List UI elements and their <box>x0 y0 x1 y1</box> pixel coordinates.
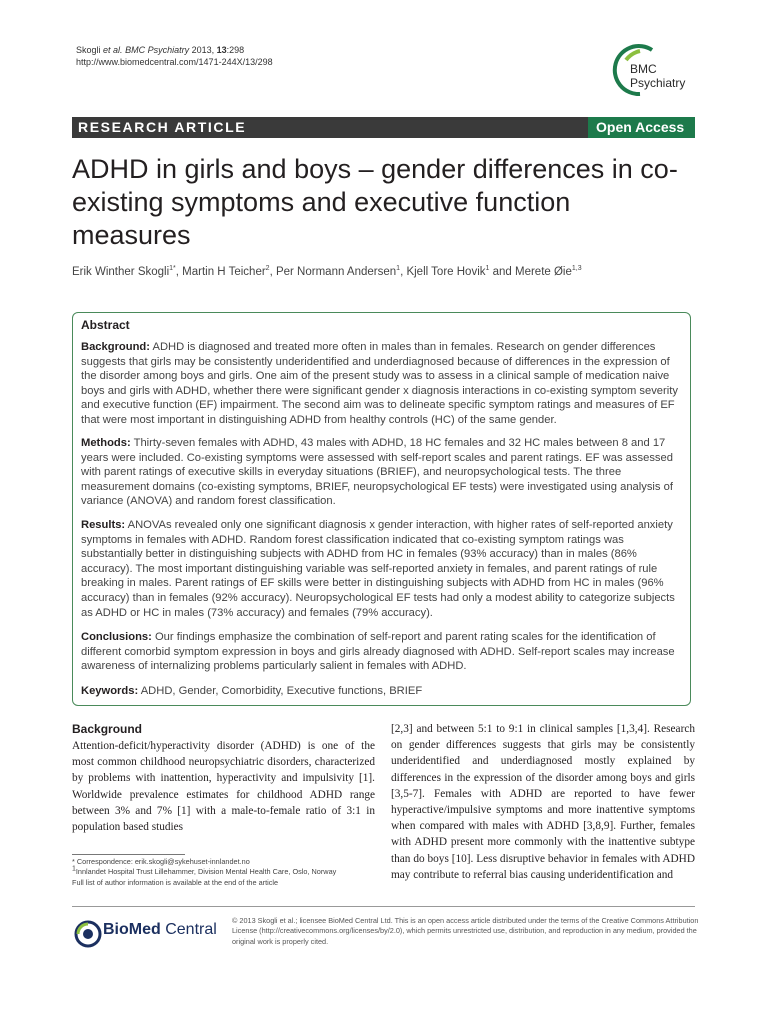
abstract-section-label: Conclusions: <box>81 631 152 643</box>
section-heading-background: Background <box>72 722 143 736</box>
footnotes <box>72 857 382 888</box>
correspondence-note[interactable]: * Correspondence: erik.skogli@sykehuset-innlandet.no <box>72 857 250 866</box>
body-column-right: [2,3] and between 5:1 to 9:1 in clinical samples [1,3,4]. Research on gender differences suggests that girls may be consistently underidentified and underdiagnosed mostly explained by differences in the expression of the disorder among boys and girls [3,5-7]. Females with ADHD are reported to have fewer hyperactive/impulsive symptoms and more inattentive symptoms when compared with males with ADHD [3,8,9]. Further, females with ADHD present more commonly with the inattentive subtype than do boys [10]. Less disruptive behavior in females with ADHD may contribute to referral bias causing underidentification and <box>391 723 695 881</box>
author-affiliation: 1 <box>396 265 401 273</box>
publisher-name <box>103 921 217 939</box>
author-conjunction: and <box>492 266 512 278</box>
full-list-note: Full list of author information is available at the end of the article <box>72 877 279 887</box>
publisher-name-bold: BioMed <box>103 921 161 938</box>
author-affiliation: 1 <box>485 265 490 273</box>
citation-author: Skogli <box>76 45 101 55</box>
abstract-keywords <box>81 684 685 699</box>
article-type-label: RESEARCH ARTICLE <box>78 119 247 135</box>
abstract-section-label: Methods: <box>81 437 131 449</box>
author-affiliation: 1,3 <box>571 265 582 273</box>
citation-article-no: :298 <box>226 45 245 55</box>
abstract-heading: Abstract <box>81 318 130 332</box>
author-name[interactable]: Merete Øie <box>515 266 572 278</box>
abstract-section-text: ADHD is diagnosed and treated more often in males than in females. Research on gender differences suggests that girls may be consistently underidentified and underdiagnosed because of differences in the expression of the disorder among boys and girls. One aim of the present study was to assess in a clinical sample of medication naive boys and girls with ADHD, whether there were significant gender x diagnosis interactions in co-existing symptom severity and executive function (EF) impairment. The second aim was to delineate specific symptom ratings and measures of EF that were most important in distinguishing ADHD from healthy controls (HC) of the same gender. <box>81 341 678 426</box>
author-name[interactable]: Kjell Tore Hovik <box>406 266 486 278</box>
footer-divider <box>72 906 695 907</box>
abstract-section-label: Results: <box>81 519 126 531</box>
logo-line-1: BMC <box>630 62 657 76</box>
citation-journal: BMC Psychiatry <box>125 45 190 55</box>
author-affiliation: 1* <box>169 265 176 273</box>
body-column-left: Attention-deficit/hyperactivity disorder (ADHD) is one of the most common childhood neuropsychiatric disorders, characterized by problems with inattention, hyperactivity and impulsivity [1]. Worldwide prevalence estimates for childhood ADHD range between 3% and 7% [1] with a male-to-female ratio of 3:1 in population based studies <box>72 740 375 834</box>
journal-logo-text <box>630 62 685 90</box>
author-name[interactable]: Erik Winther Skogli <box>72 266 170 278</box>
abstract-conclusions <box>81 630 685 674</box>
author-name[interactable]: Martin H Teicher <box>182 266 266 278</box>
article-title: ADHD in girls and boys – gender differences in co-existing symptoms and executive function measures <box>72 154 678 250</box>
abstract-section-text: ANOVAs revealed only one significant diagnosis x gender interaction, with higher rates of self-reported anxiety symptoms in females with ADHD. Random forest classification indicated that co-existing symptom ratings was substantially better in distinguishing subjects with ADHD from HC in females (93% accuracy) than in males (86% accuracy). The most important distinguishing variable was self-reported anxiety in females, and parent ratings of rule breaking in males. Parent ratings of EF skills were better in distinguishing subjects with ADHD from HC in males (96% accuracy) than in females (92% accuracy). Neuropsychological EF tests had only a modest ability to categorize subjects as ADHD or HC in males (73% accuracy) and females (79% accuracy). <box>81 519 675 619</box>
abstract-section-text: ADHD, Gender, Comorbidity, Executive functions, BRIEF <box>140 685 423 697</box>
abstract-section-label: Keywords: <box>81 685 139 697</box>
abstract-section-label: Background: <box>81 341 150 353</box>
author-list: Erik Winther Skogli$^{1*}$, Martin H Teicher$^2$, Per Normann Andersen$^1$, Kjell Tore Hovik$^1$ and Merete Øie$^{1,3}$ <box>72 265 582 278</box>
affiliation-text: Innlandet Hospital Trust Lillehammer, Division Mental Health Care, Oslo, Norway <box>75 867 337 877</box>
abstract-background <box>81 340 685 428</box>
author-affiliation: 2 <box>265 265 270 273</box>
article-url[interactable]: http://www.biomedcentral.com/1471-244X/13/298 <box>76 57 273 67</box>
abstract-results <box>81 518 685 620</box>
author-name[interactable]: Per Normann Andersen <box>275 266 397 278</box>
open-access-label: Open Access <box>596 119 685 135</box>
citation-et-al: et al. <box>103 45 123 55</box>
citation-volume: 13 <box>216 45 227 55</box>
abstract-section-text: Thirty-seven females with ADHD, 43 males with ADHD, 18 HC females and 32 HC males between 8 and 17 years were included. Co-existing symptoms were assessed with self-report scales and parent ratings. EF was assessed with parent ratings of executive skills in everyday situations (BRIEF), and neuropsychological tests. The three measurement domains (co-existing symptoms, BRIEF, neuropsychological EF tests) were investigated using analysis of variance (ANOVA) and random forest classification. <box>81 437 673 508</box>
citation-year: 2013, <box>191 45 215 55</box>
license-text: © 2013 Skogli et al.; licensee BioMed Central Ltd. This is an open access article distributed under the terms of the Creative Commons Attribution License (http://creativecommons.org/licenses/by/2.0), which permits unrestricted use, distribution, and reproduction in any medium, provided the original work is properly cited. <box>232 916 699 946</box>
journal-citation <box>76 44 273 68</box>
affiliation-number: 1 <box>72 865 76 873</box>
logo-line-2: Psychiatry <box>630 76 686 90</box>
publisher-name-rest: Central <box>160 921 217 938</box>
abstract-section-text: Our findings emphasize the combination of self-report and parent rating scales for the identification of different comorbid symptom expression in boys and girls already diagnosed with ADHD. Self-report scales may increase awareness of internalizing problems particularly salient in females with ADHD. <box>81 631 675 673</box>
abstract-methods <box>81 436 685 509</box>
affiliation-note <box>72 867 382 877</box>
footnote-divider <box>72 854 185 855</box>
